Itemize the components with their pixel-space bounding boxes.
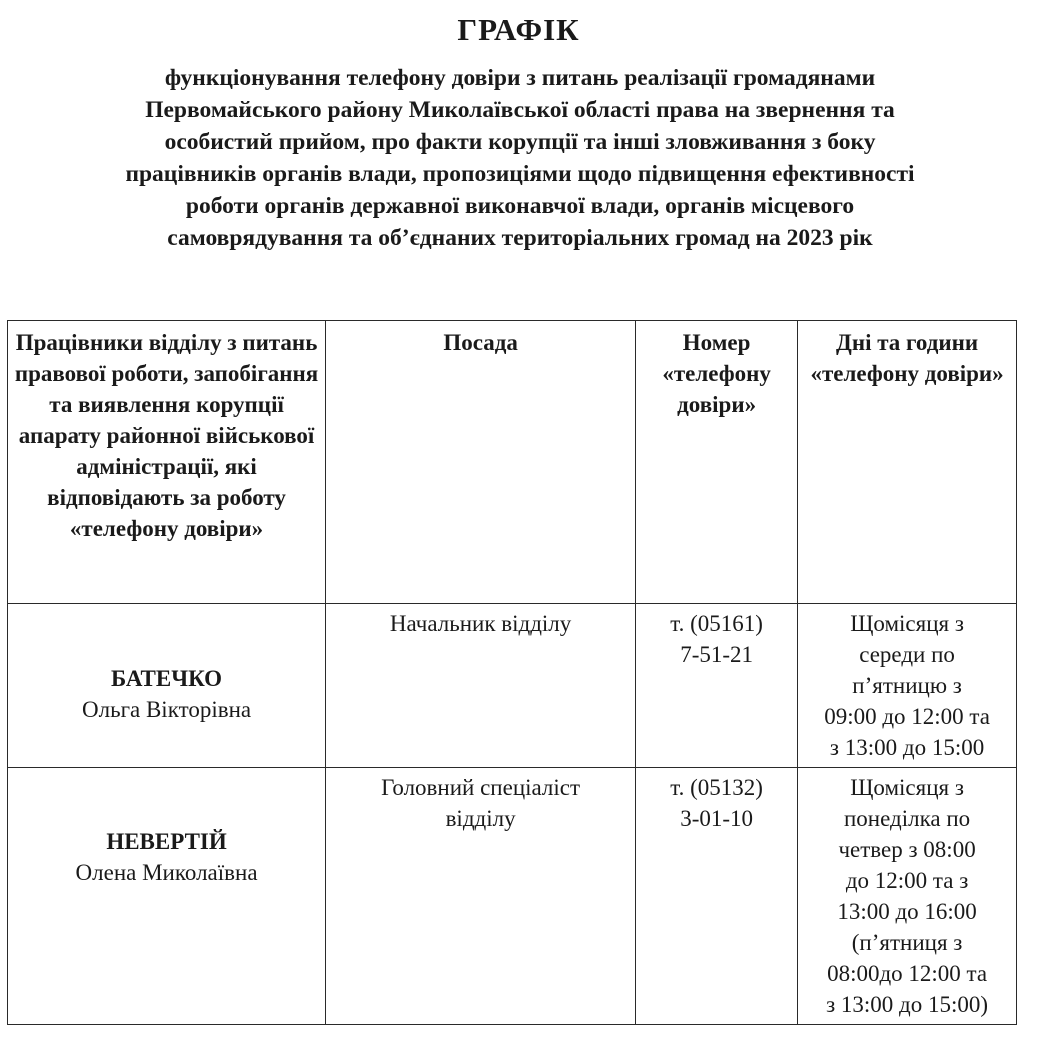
subtitle-line: функціонування телефону довіри з питань реалізації громадянами: [164, 65, 876, 91]
days-line: 08:00до 12:00 та: [827, 961, 988, 986]
header-position: Посада: [326, 321, 636, 604]
table-row: [8, 768, 1017, 1025]
header-days: Дні та години «телефону довіри»: [798, 321, 1017, 604]
days-line: 13:00 до 16:00: [837, 899, 977, 924]
schedule-table: [7, 320, 1017, 1025]
subtitle-line: самоврядування та об’єднаних територіальних громад на 2023 рік: [167, 225, 873, 251]
position-line: Головний спеціаліст: [381, 775, 581, 800]
document-title: ГРАФІК: [457, 12, 580, 47]
phone-line: 7-51-21: [680, 642, 754, 667]
phone-cell: [636, 768, 798, 1025]
days-line: з 13:00 до 15:00): [826, 992, 989, 1017]
staff-given-names: Олена Миколаївна: [75, 860, 258, 885]
days-line: 09:00 до 12:00 та: [824, 704, 990, 729]
subtitle-line: особистий прийом, про факти корупції та інші зловживання з боку: [164, 129, 876, 155]
subtitle-line: працівників органів влади, пропозиціями щодо підвищення ефективності: [125, 161, 915, 187]
days-line: з 13:00 до 15:00: [829, 735, 985, 760]
table-row: [8, 604, 1017, 768]
header-phone: Номер «телефону довіри»: [636, 321, 798, 604]
days-line: середи по: [859, 642, 955, 667]
days-line: понеділка по: [843, 806, 971, 831]
days-line: до 12:00 та з: [845, 868, 969, 893]
days-line: Щомісяця з: [850, 611, 964, 636]
staff-cell: [8, 604, 326, 768]
position-cell: [326, 604, 636, 768]
subtitle-line: Первомайського району Миколаївської області права на звернення та: [145, 97, 895, 123]
position-text: Начальник відділу: [389, 611, 572, 636]
days-line: четвер з 08:00: [838, 837, 976, 862]
staff-surname: НЕВЕРТІЙ: [106, 829, 227, 854]
phone-line: т. (05161): [670, 611, 763, 636]
days-line: (п’ятниця з: [851, 930, 963, 955]
days-cell: [798, 768, 1017, 1025]
days-line: Щомісяця з: [850, 775, 964, 800]
staff-given-names: Ольга Вікторівна: [82, 696, 252, 722]
position-cell: [326, 768, 636, 1025]
document-subtitle: [20, 62, 1020, 254]
phone-cell: [636, 604, 798, 768]
phone-line: т. (05132): [670, 775, 763, 800]
staff-surname: БАТЕЧКО: [111, 665, 223, 691]
table-header-row: [8, 321, 1017, 604]
days-cell: [798, 604, 1017, 768]
days-line: п’ятницю з: [852, 673, 962, 698]
header-staff: Працівники відділу з питань правової роботи, запобігання та виявлення корупції апарату районної військової адміністрації, які відповідають за роботу «телефону довіри»: [8, 321, 326, 604]
phone-line: 3-01-10: [680, 806, 754, 831]
staff-cell: [8, 768, 326, 1025]
subtitle-line: роботи органів державної виконавчої влади, органів місцевого: [185, 193, 855, 219]
position-line: відділу: [445, 806, 516, 831]
